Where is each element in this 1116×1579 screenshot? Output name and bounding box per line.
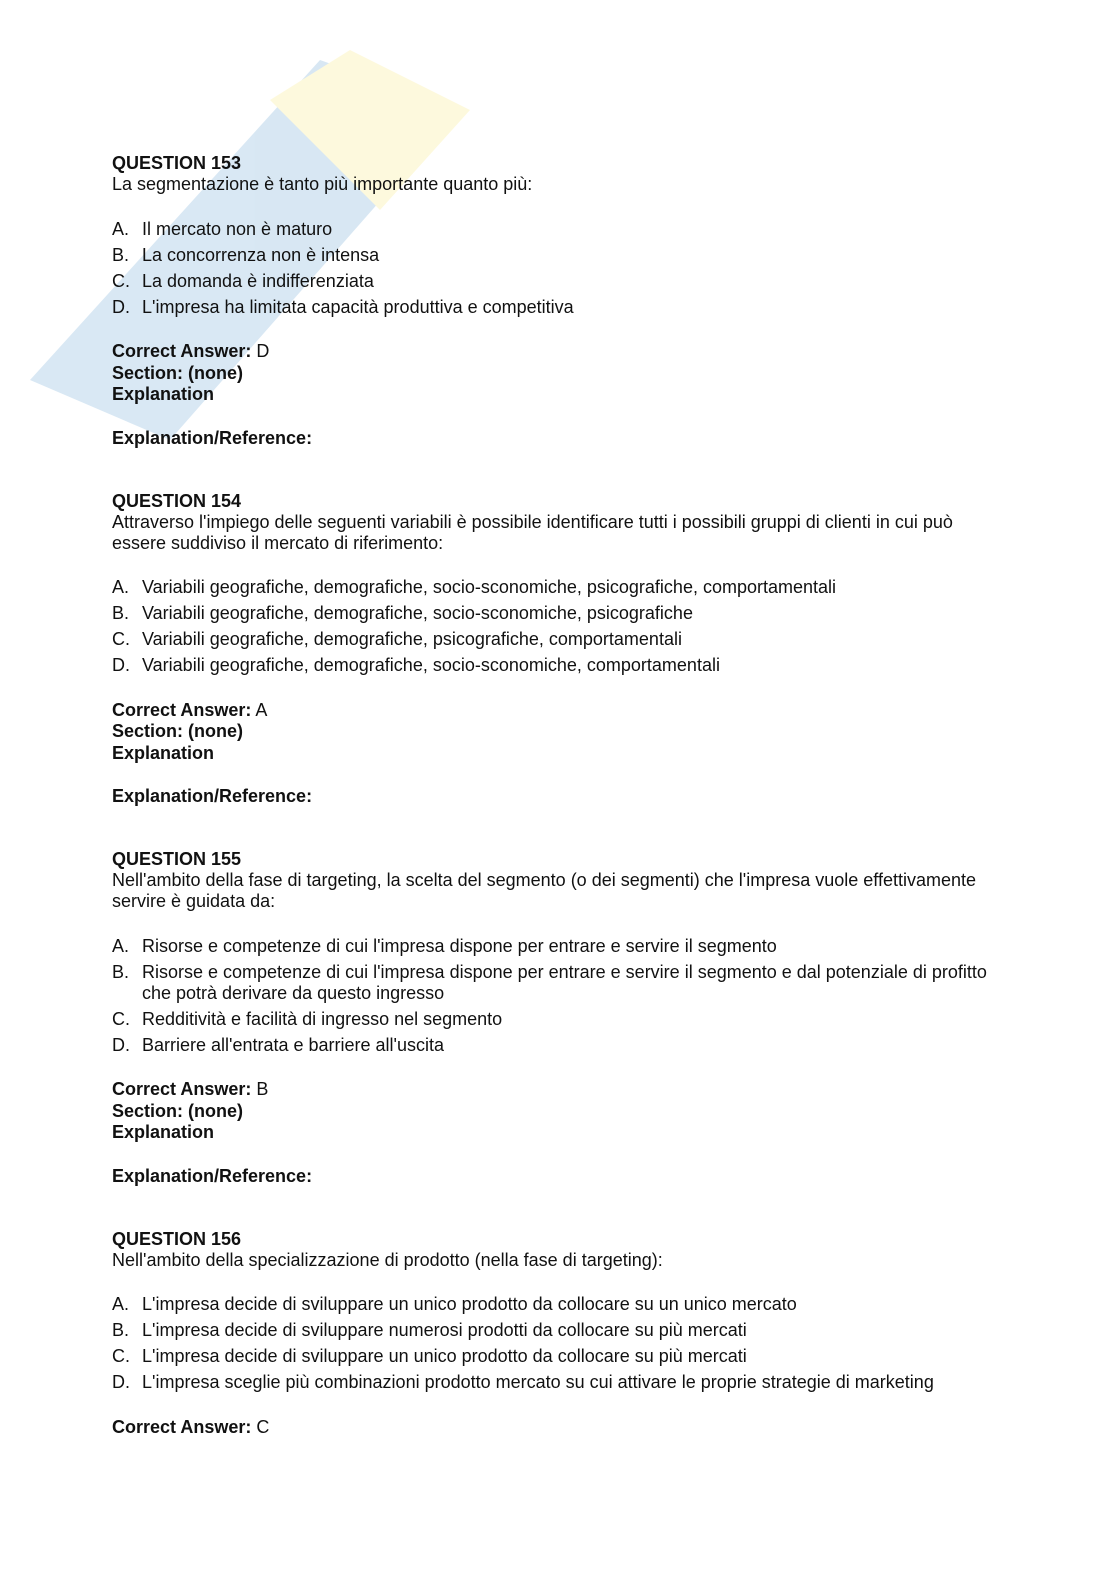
option-letter: B. xyxy=(112,1320,130,1340)
option-item xyxy=(112,242,987,268)
explanation-line xyxy=(112,743,987,765)
question-block xyxy=(112,849,987,1187)
section-line xyxy=(112,1101,987,1123)
option-letter: A. xyxy=(112,218,130,239)
correct-answer xyxy=(112,1079,987,1101)
section-line xyxy=(112,363,987,385)
option-text: L'impresa decide di sviluppare numerosi prodotti da collocare su più mercati xyxy=(142,1320,747,1340)
option-item xyxy=(112,1032,987,1058)
correct-answer-value: D xyxy=(256,341,270,361)
option-item xyxy=(112,601,987,627)
question-block xyxy=(112,1229,987,1439)
answer-meta xyxy=(112,341,987,406)
option-list xyxy=(112,575,987,679)
section-label: Section: (none) xyxy=(112,721,243,741)
option-letter: B. xyxy=(112,961,130,982)
explanation-reference-label: Explanation/Reference: xyxy=(112,427,313,448)
correct-answer-value: A xyxy=(255,699,268,720)
option-text: Variabili geografiche, demografiche, socio-sconomiche, psicografiche, comportamentali xyxy=(142,577,837,597)
question-block xyxy=(112,153,987,449)
correct-answer xyxy=(112,1417,987,1439)
option-letter: C. xyxy=(112,1008,130,1029)
option-item xyxy=(112,268,987,294)
option-item xyxy=(112,575,987,601)
correct-answer-value: B xyxy=(256,1079,269,1099)
question-block xyxy=(112,491,987,808)
explanation-line xyxy=(112,384,987,406)
option-text: L'impresa sceglie più combinazioni prodotto mercato su cui attivare le proprie strategie di marketing xyxy=(142,1372,934,1392)
question-title: QUESTION 153 xyxy=(112,153,242,173)
question-stem: La segmentazione è tanto più importante quanto più: xyxy=(112,174,533,194)
option-letter: D. xyxy=(112,1372,130,1392)
question-list xyxy=(112,153,987,1480)
option-text: Redditività e facilità di ingresso nel segmento xyxy=(142,1008,503,1029)
correct-answer-label: Correct Answer: xyxy=(112,1079,252,1099)
question-stem: Attraverso l'impiego delle seguenti variabili è possibile identificare tutti i possibili gruppi di clienti in cui può essere suddiviso il mercato di riferimento: xyxy=(112,511,953,553)
option-text: La domanda è indifferenziata xyxy=(142,270,374,291)
option-item xyxy=(112,627,987,653)
explanation-reference-label: Explanation/Reference: xyxy=(112,786,313,806)
option-letter: C. xyxy=(112,629,130,649)
answer-meta xyxy=(112,1079,987,1144)
option-item xyxy=(112,933,987,959)
option-letter: D. xyxy=(112,1034,130,1055)
option-letter: A. xyxy=(112,577,130,597)
option-text: L'impresa decide di sviluppare un unico prodotto da collocare su più mercati xyxy=(142,1346,747,1366)
option-letter: A. xyxy=(112,1294,130,1314)
option-text: Variabili geografiche, demografiche, socio-sconomiche, comportamentali xyxy=(142,655,720,675)
option-text: Variabili geografiche, demografiche, socio-sconomiche, psicografiche xyxy=(142,603,693,623)
question-title: QUESTION 155 xyxy=(112,849,242,869)
option-letter: D. xyxy=(112,296,130,317)
option-item xyxy=(112,959,987,1006)
option-letter: C. xyxy=(112,1346,130,1366)
explanation-label: Explanation xyxy=(112,1122,215,1142)
correct-answer-label: Correct Answer: xyxy=(112,341,252,361)
correct-answer-label: Correct Answer: xyxy=(112,1416,252,1437)
question-stem: Nell'ambito della fase di targeting, la scelta del segmento (o dei segmenti) che l'impresa vuole effettivamente servire è guidata da: xyxy=(112,870,976,911)
explanation-label: Explanation xyxy=(112,742,215,763)
option-item xyxy=(112,1006,987,1032)
question-title: QUESTION 154 xyxy=(112,490,242,511)
correct-answer-label: Correct Answer: xyxy=(112,699,252,720)
option-item xyxy=(112,653,987,679)
option-text: Risorse e competenze di cui l'impresa dispone per entrare e servire il segmento e dal potenziale di profitto che potrà derivare da questo ingresso xyxy=(142,961,987,1003)
question-stem: Nell'ambito della specializzazione di prodotto (nella fase di targeting): xyxy=(112,1249,663,1270)
option-item xyxy=(112,1292,987,1318)
option-item xyxy=(112,1344,987,1370)
option-list xyxy=(112,216,987,320)
option-letter: D. xyxy=(112,655,130,675)
explanation-reference-label: Explanation/Reference: xyxy=(112,1165,313,1186)
option-text: Variabili geografiche, demografiche, psicografiche, comportamentali xyxy=(142,629,682,649)
correct-answer xyxy=(112,341,987,363)
option-letter: A. xyxy=(112,935,130,956)
option-letter: B. xyxy=(112,244,130,265)
option-item xyxy=(112,1370,987,1396)
option-letter: C. xyxy=(112,270,130,291)
option-item xyxy=(112,294,987,320)
section-line xyxy=(112,721,987,743)
option-text: Barriere all'entrata e barriere all'uscita xyxy=(142,1034,445,1055)
option-text: La concorrenza non è intensa xyxy=(142,244,380,265)
correct-answer xyxy=(112,700,987,722)
correct-answer-value: C xyxy=(256,1416,270,1437)
option-letter: B. xyxy=(112,603,130,623)
option-list xyxy=(112,1292,987,1396)
option-text: Il mercato non è maturo xyxy=(142,218,333,239)
answer-meta xyxy=(112,700,987,765)
answer-meta xyxy=(112,1417,987,1439)
section-label: Section: (none) xyxy=(112,1100,243,1121)
option-list xyxy=(112,933,987,1058)
option-text: Risorse e competenze di cui l'impresa dispone per entrare e servire il segmento xyxy=(142,935,777,956)
question-title: QUESTION 156 xyxy=(112,1228,242,1249)
option-text: L'impresa decide di sviluppare un unico prodotto da collocare su un unico mercato xyxy=(142,1294,797,1314)
explanation-label: Explanation xyxy=(112,384,215,404)
section-label: Section: (none) xyxy=(112,362,243,383)
option-item xyxy=(112,1318,987,1344)
option-item xyxy=(112,216,987,242)
explanation-line xyxy=(112,1122,987,1144)
option-text: L'impresa ha limitata capacità produttiva e competitiva xyxy=(142,296,574,317)
